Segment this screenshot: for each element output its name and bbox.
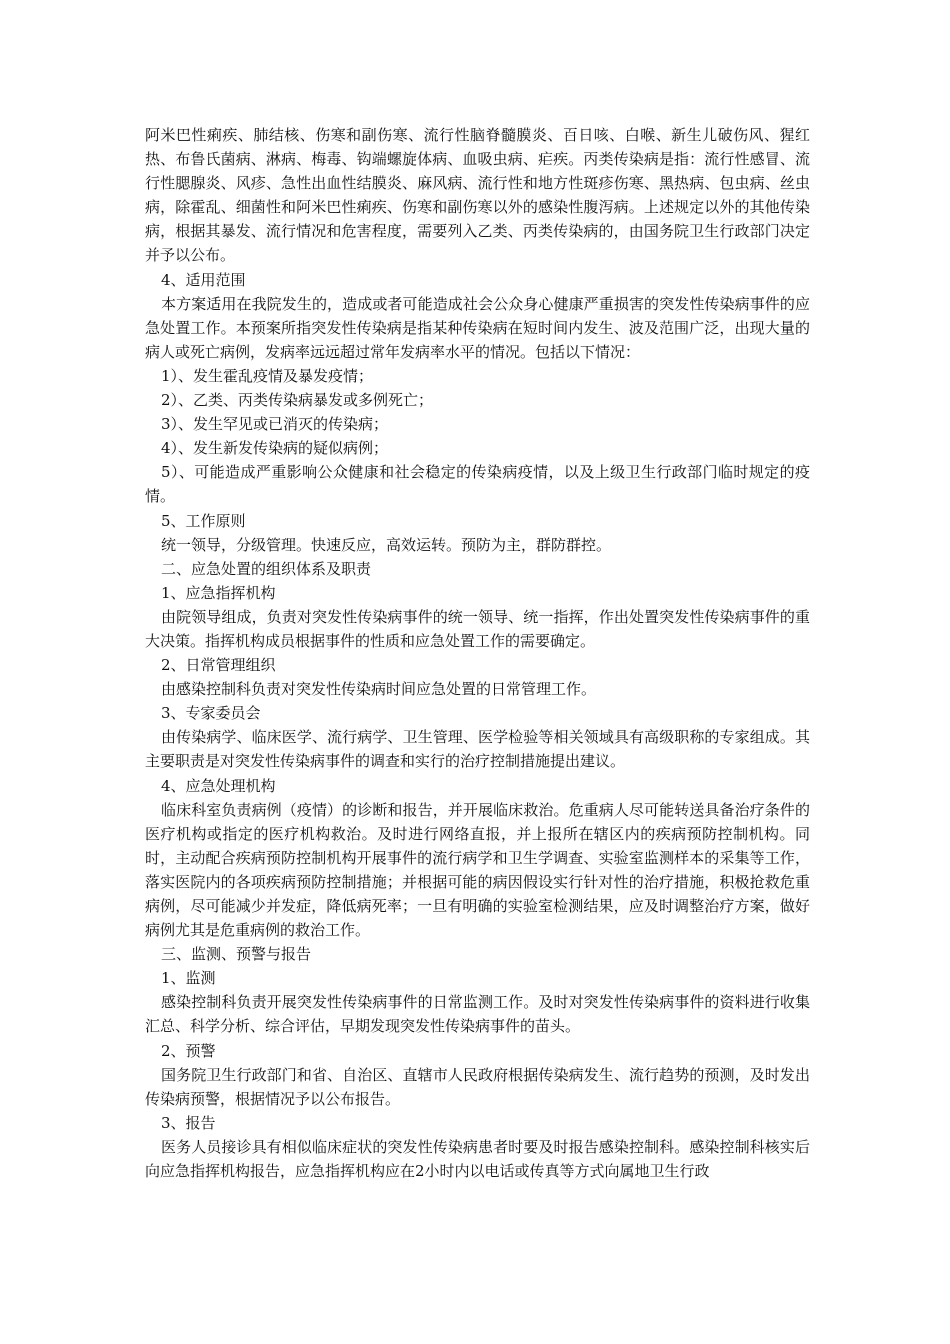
list-item-1: 1）、发生霍乱疫情及暴发疫情； [161,366,374,385]
paragraph-report: 医务人员接诊具有相似临床症状的突发性传染病患者时要及时报告感染控制科。感染控制科核实后向应急指挥机构报告，应急指挥机构应在2小时内以电话或传真等方式向属地卫生行政 [145,1137,810,1181]
paragraph-monitoring: 感染控制科负责开展突发性传染病事件的日常监测工作。及时对突发性传染病事件的资料进行收集汇总、科学分析、综合评估，早期发现突发性传染病事件的苗头。 [145,993,810,1036]
paragraph-principles: 统一领导，分级管理。快速反应，高效运转。预防为主，群防群控。 [161,535,612,554]
heading-monitoring: 1、监测 [161,969,216,988]
paragraph-expert-committee: 由传染病学、临床医学、流行病学、卫生管理、医学检验等相关领域具有高级职称的专家组成。其主要职责是对突发性传染病事件的调查和实行的治疗控制措施提出建议。 [145,728,810,771]
paragraph-warning: 国务院卫生行政部门和省、自治区、直辖市人民政府根据传染病发生、流行趋势的预测，及时发出传染病预警，根据情况予以公布报告。 [145,1065,810,1108]
heading-expert-committee: 3、专家委员会 [161,704,261,723]
paragraph-command: 由院领导组成，负责对突发性传染病事件的统一领导、统一指挥，作出处置突发性传染病事件的重大决策。指挥机构成员根据事件的性质和应急处置工作的需要确定。 [145,607,810,650]
section-heading-organization: 二、应急处置的组织体系及职责 [161,559,372,578]
heading-principles: 5、工作原则 [161,511,246,530]
list-item-2: 2）、乙类、丙类传染病暴发或多例死亡； [161,391,434,410]
section-heading-monitoring: 三、监测、预警与报告 [161,945,312,964]
heading-scope: 4、适用范围 [161,270,246,289]
list-item-5: 5）、可能造成严重影响公众健康和社会稳定的传染病疫情，以及上级卫生行政部门临时规定的疫情。 [145,463,810,506]
heading-response-agency: 4、应急处理机构 [161,776,276,795]
heading-warning: 2、预警 [161,1041,216,1060]
list-item-3: 3）、发生罕见或已消灭的传染病； [161,415,389,434]
paragraph-disease-classes: 阿米巴性痢疾、肺结核、伤寒和副伤寒、流行性脑脊髓膜炎、百日咳、白喉、新生儿破伤风、猩红热、布鲁氏菌病、淋病、梅毒、钩端螺旋体病、血吸虫病、疟疾。丙类传染病是指：流行性感冒、流行性腮腺炎、风疹、急性出血性结膜炎、麻风病、流行性和地方性斑疹伤寒、黑热病、包虫病、丝虫病，除霍乱、细菌性和阿米巴性痢疾、伤寒和副伤寒以外的感染性腹泻病。上述规定以外的其他传染病，根据其暴发、流行情况和危害程度，需要列入乙类、丙类传染病的，由国务院卫生行政部门决定并予以公布。 [145,126,810,265]
paragraph-response-agency: 临床科室负责病例（疫情）的诊断和报告，并开展临床救治。危重病人尽可能转送具备治疗条件的医疗机构或指定的医疗机构救治。及时进行网络直报，并上报所在辖区内的疾病预防控制机构。同时，主动配合疾病预防控制机构开展事件的流行病学和卫生学调查、实验室监测样本的采集等工作，落实医院内的各项疾病预防控制措施；并根据可能的病因假设实行针对性的治疗措施，积极抢救危重病例，尽可能减少并发症，降低病死率；一旦有明确的实验室检测结果，应及时调整治疗方案，做好病例尤其是危重病例的救治工作。 [145,800,810,940]
heading-command: 1、应急指挥机构 [161,583,276,602]
paragraph-scope: 本方案适用在我院发生的，造成或者可能造成社会公众身心健康严重损害的突发性传染病事件的应急处置工作。本预案所指突发性传染病是指某种传染病在短时间内发生、波及范围广泛，出现大量的病人或死亡病例，发病率远远超过常年发病率水平的情况。包括以下情况： [145,294,810,361]
heading-daily-management: 2、日常管理组织 [161,656,276,675]
paragraph-daily-management: 由感染控制科负责对突发性传染病时间应急处置的日常管理工作。 [161,680,597,699]
heading-report: 3、报告 [161,1113,216,1132]
list-item-4: 4）、发生新发传染病的疑似病例； [161,439,389,458]
